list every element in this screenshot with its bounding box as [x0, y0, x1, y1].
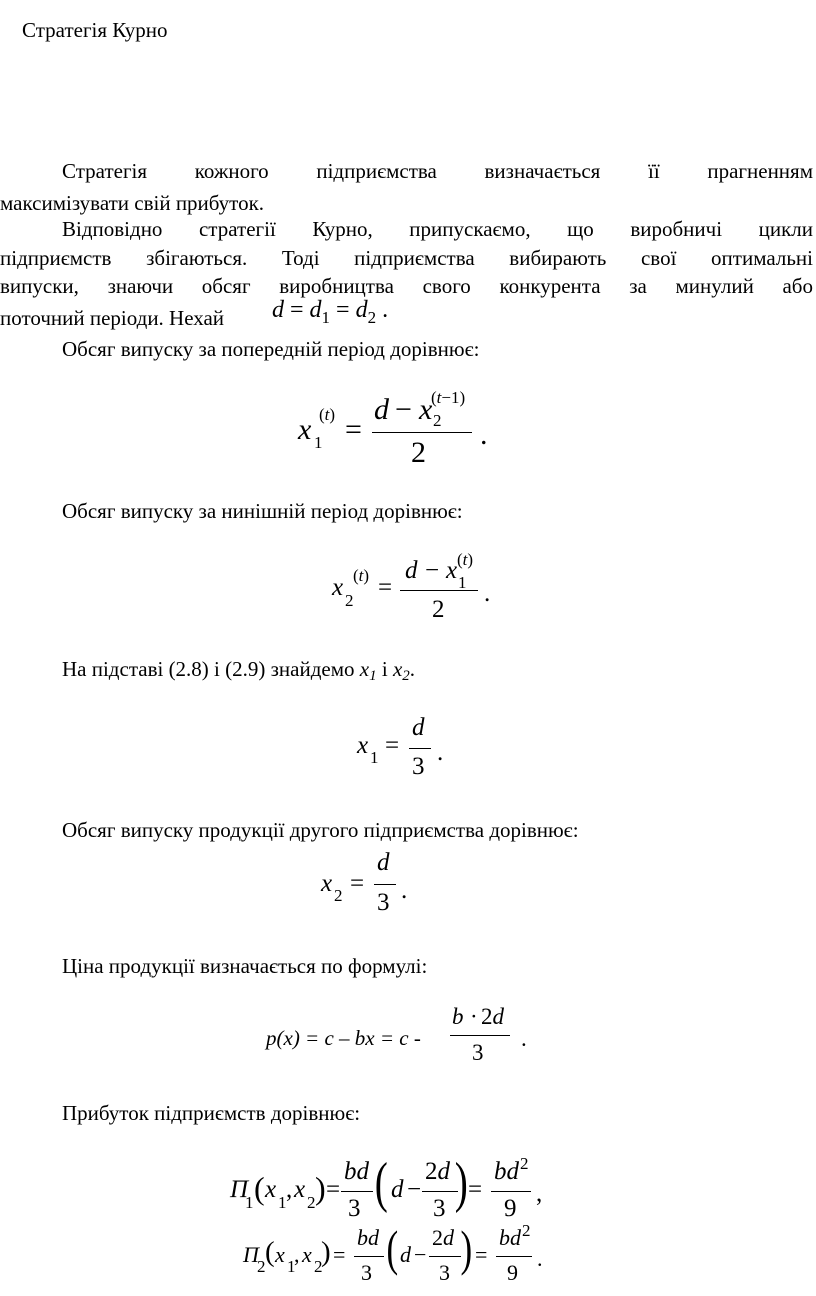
var-sub: 2 [402, 668, 410, 684]
var-x: x [359, 657, 370, 681]
paragraph-text: . [409, 657, 416, 681]
paragraph-line: Прибуток підприємств дорівнює: [62, 1101, 361, 1125]
paragraph-text: На підставі (2.8) і (2.9) знайдемо [62, 657, 355, 681]
formula-lhs: p(x) = c – bx = c - [266, 1026, 421, 1050]
var-sub: 1 [369, 668, 377, 684]
paragraph-line: Відповідно стратегії Курно, припускаємо, що виробничі цикли [62, 217, 813, 241]
paragraph-line: Обсяг випуску за попередній період дорівнює: [62, 337, 480, 361]
paragraph-line: поточний періоди. Нехай [0, 306, 225, 330]
var-x: x [392, 657, 403, 681]
document-page: Стратегія Курно Стратегія кожного підприємства визначається її прагненням максимізувати свій прибуток. Відповідно стратегії Курно, припускаємо, що виробничі цикли підприємств збігаються. Тоді підприємства вибирають свої оптимальні випуски, знаючи обсяг виробництва свого конкурента за минулий або поточний періоди. Нехай $d = d_1 = d_2$ . Обсяг випуску за попередній період дорівнює: x 1 (t) = d − x 2 (t−1) 2 . Обсяг випуску за нинішній період дорівнює: x 2 (t) = d − x 1 (t) 2 . На підставі (2.8) і (2.9) знайдемо x1 і x2. x 1 = d 3 . Обсяг випуску продукції другого підприємства дорівнює: x 2 = d 3 . Ціна продукції визначається по формулі: p(x) = c – bx = c - b · 2d 3 . Прибуток підприємств дорівнює: Π 1 ( x 1 , x 2 ) = bd 3 ( d − 2d 3 ) = bd 2 9 , Π 2 ( x 1 , x 2 ) = bd 3 ( d − 2d 3 ) = bd 2 9 . [0, 0, 816, 1296]
paragraph-line: Стратегія кожного підприємства визначається її прагненням [62, 159, 813, 183]
paragraph-line: Ціна продукції визначається по формулі: [62, 954, 428, 978]
inline-formula: $d = d_1 = d_2$ . [272, 297, 389, 327]
paragraph-line: підприємств збігаються. Тоді підприємства вибирають свої оптимальні [0, 246, 813, 270]
paragraph-line: випуски, знаючи обсяг виробництва свого конкурента за минулий або [0, 274, 813, 298]
paragraph-line: Обсяг випуску продукції другого підприємства дорівнює: [62, 818, 579, 842]
paragraph-text: і [376, 657, 393, 681]
paragraph-line: максимізувати свій прибуток. [0, 191, 265, 215]
paragraph-line: Обсяг випуску за нинішній період дорівнює: [62, 499, 463, 523]
paragraph-line [62, 653, 415, 688]
page-title: Стратегія Курно [22, 18, 168, 42]
